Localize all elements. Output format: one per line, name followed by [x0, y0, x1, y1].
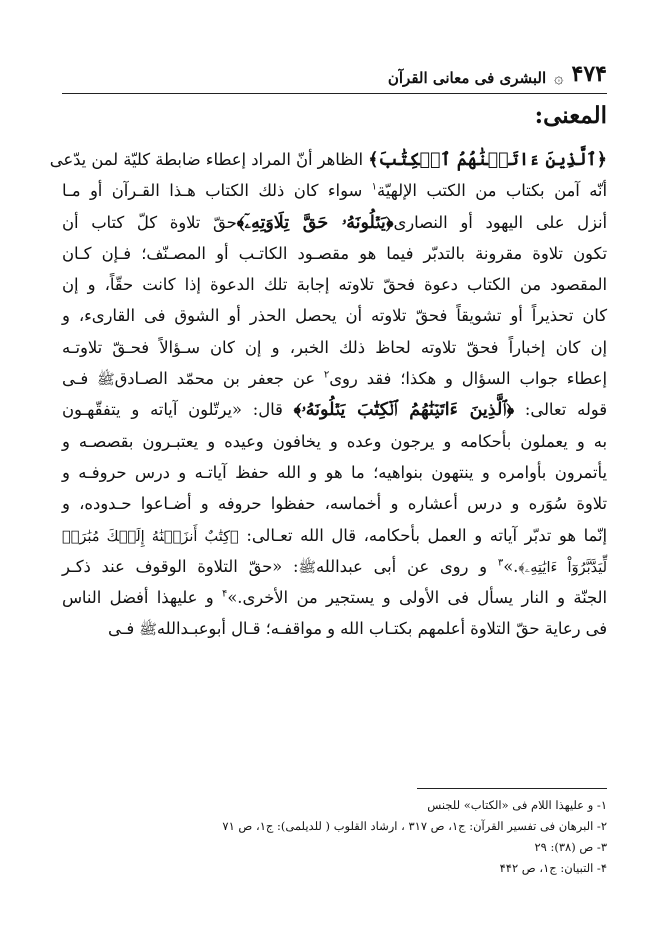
quran-verse: لِّيَدَّبَّرُوٓاْ ءَايَٰتِهِۦ﴾	[518, 559, 608, 576]
footnote: ٣- ص (٣٨): ٢٩	[534, 840, 607, 854]
line-text: الظاهر أنّ المراد إعطاء ضابطة كليّة لمن يدّعى	[49, 150, 369, 169]
footnote: ۴- التبيان: ج١، ص ۴۴٢	[499, 861, 607, 875]
text-line: تكون تلاوة مقرونة بالتدبّر فيما هو مقصـود الكاتـب أو المصـنّف؛ فـإن كـان	[62, 243, 607, 263]
line-text: : «حقّ التلاوة الوقوف عند ذكـر	[62, 556, 299, 576]
text-line: به و يعملون بأحكامه و يرجون وعده و يخافون وعيده و يعتبـرون بقصصـه و	[62, 431, 607, 451]
section-heading: المعنى:	[534, 102, 607, 129]
line-text: إعطاء جواب السؤال و هكذا؛ فقد روى	[329, 369, 607, 389]
quran-verse: ﴿يَتۡلُونَهُۥ حَقَّ تِلَاوَتِهِۦٓ﴾	[236, 212, 394, 233]
page-header	[62, 58, 607, 94]
ornament-icon: ۞	[554, 68, 564, 87]
line-text: فى رعاية حقّ التلاوة أعلمهم بكتـاب الله و مواقفـه؛ قـال أبوعبـدالله	[156, 619, 607, 639]
text-line: تلاوة سُوَره و درس أعشاره و أخماسه، حفظوا حروفه و أضـاعوا حـدوده، و	[62, 494, 607, 514]
honorific-icon: ﷺ	[298, 559, 316, 576]
line-text: .»	[503, 556, 519, 576]
text-line	[62, 175, 607, 206]
text-line	[62, 394, 607, 425]
quran-verse: ﴿ٱلَّذِينَ ءَاتَيۡنَٰهُمُ ٱلۡكِتَٰبَ يَتۡلُونَهُۥ﴾	[293, 400, 515, 421]
line-text: فـى	[62, 369, 98, 389]
quran-verse: ﴿كِتَٰبٌ أَنزَلۡنَٰهُ إِلَيۡكَ مُبَٰرَكٞ	[62, 528, 239, 545]
footnote-ref: ٣	[497, 557, 504, 569]
text-line	[62, 207, 607, 238]
footnote: ١- و عليهذا اللام فى «الكتاب» للجنس	[427, 798, 607, 812]
line-text: قال: «يرتّلون آياته و يتفقّهـون	[62, 400, 294, 420]
footnote-ref: ۴	[221, 588, 228, 600]
line-text: أنّه آمن بكتاب من الكتب الإلهيّة	[377, 181, 607, 201]
footnote-ref: ٢	[323, 369, 330, 381]
honorific-icon: ﷺ	[139, 622, 157, 639]
footnote-ref: ١	[371, 181, 377, 193]
footnote-divider	[417, 788, 607, 789]
book-title: البشرى فى معانى القرآن	[387, 69, 547, 87]
text-line: يأتمرون بأوامره و ينتهون بنواهيه؛ ما هو و الله حفظ آياتـه و درس حروفـه و	[62, 462, 607, 482]
line-text: إنّما هو تدبّر آياته و العمل بأحكامه، قال الله تعـالى:	[238, 525, 608, 545]
line-text: سواء كان ذلك الكتاب هـذا القـرآن أو مـا	[62, 181, 372, 201]
text-line	[62, 582, 607, 613]
line-text: و روى عن أبى عبدالله	[316, 556, 498, 576]
quran-verse: ﴿ٱلَّذِينَ ءَاتَيۡنَٰهُمُ ٱلۡكِتَٰبَ﴾	[368, 150, 607, 170]
line-text: عن جعفر بن محمّد الصـادق	[114, 369, 324, 389]
honorific-icon: ﷺ	[97, 372, 115, 389]
footnotes	[62, 795, 607, 879]
text-line	[62, 551, 607, 582]
line-text: فـى	[108, 619, 140, 639]
page-number: ۴۷۴	[571, 61, 607, 87]
text-line	[62, 613, 607, 644]
text-line	[62, 520, 607, 551]
line-text: أنزل على اليهود أو النصارى	[393, 212, 607, 232]
line-text: حقّ تلاوة كلّ كتاب أن	[62, 212, 237, 232]
text-line	[62, 363, 607, 394]
line-text: الجنّة و النار يسأل فى الأولى و يستجير من الأخرى.»	[227, 588, 607, 608]
body-text	[49, 144, 608, 645]
text-line	[49, 144, 607, 175]
line-text: و عليهذا أفضل الناس	[62, 588, 222, 608]
line-text: قوله تعالى:	[514, 400, 607, 420]
text-line: المقصود من الكتاب دعوة فحقّ تلاوته إجابة تلك الدعوة إذا كانت حقّاً، و إن	[62, 275, 607, 295]
text-line: كان تحذيراً أو تشويقاً فحقّ تلاوته أن يحصل الحذر أو الشوق فى القارىء، و	[62, 306, 607, 326]
text-line: إن كان إخباراً فحقّ تلاوته لحاظ ذلك الخبر، و إن كان سـؤالاً فحـقّ تلاوتـه	[62, 337, 607, 357]
footnote: ٢- البرهان فى تفسير القرآن: ج١، ص ٣١٧ ، ارشاد القلوب ( للديلمى): ج١، ص ٧١	[222, 819, 607, 833]
